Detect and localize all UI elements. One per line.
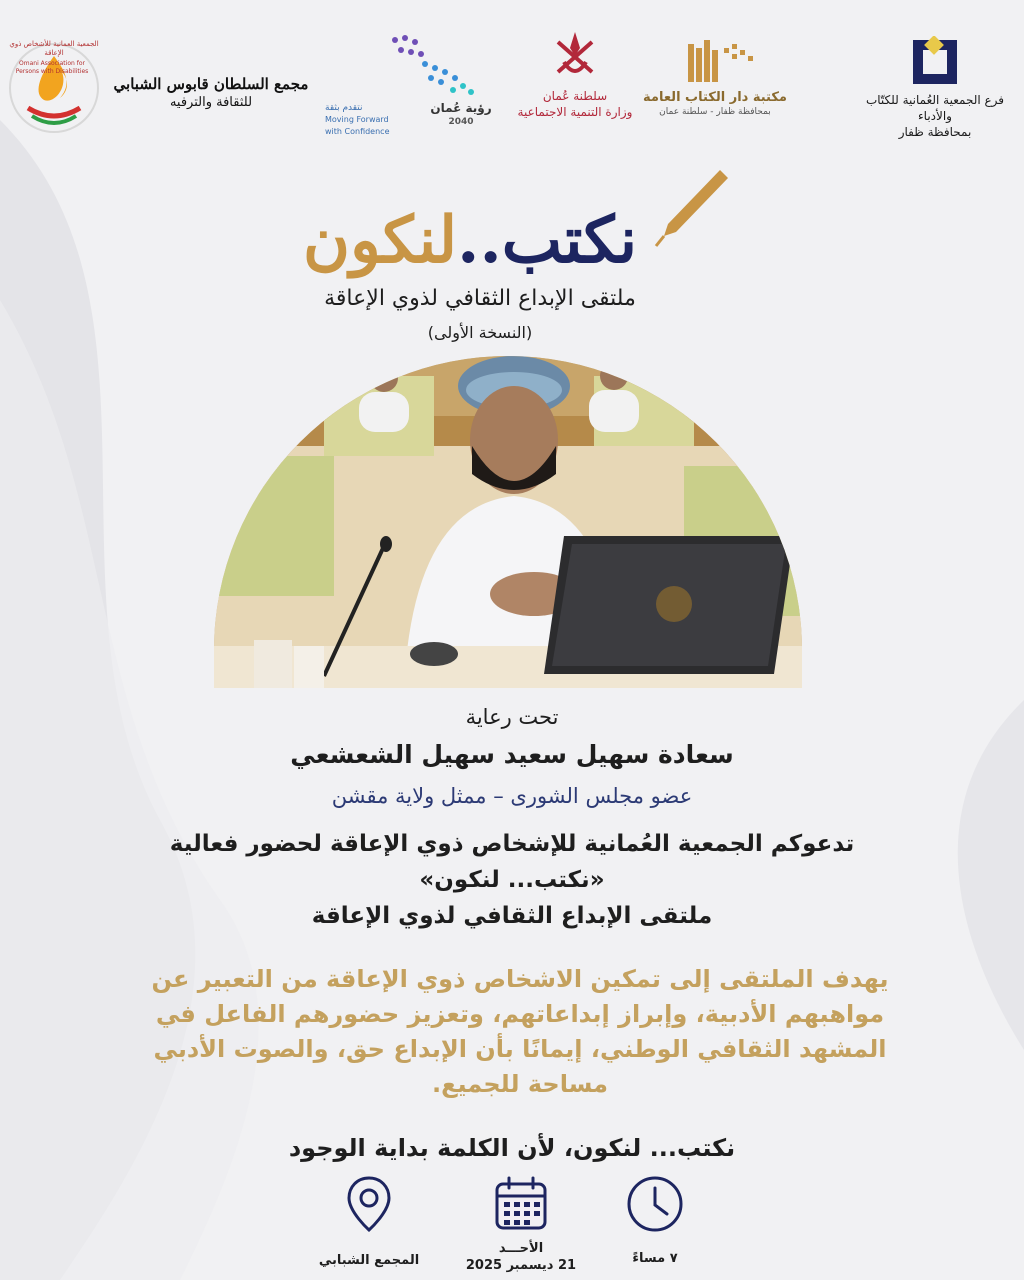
goal-line-1: يهدف الملتقى إلى تمكين الاشخاص ذوي الإعاقة من التعبير عن (151, 965, 889, 993)
vision-slogan-en: Moving Forward with Confidence (325, 115, 390, 136)
partner-logos (0, 28, 1024, 148)
venue-info (294, 1174, 444, 1269)
branch-emblem-icon (909, 36, 961, 88)
invitation-text (60, 826, 964, 934)
event-day: الأحـــد (498, 1241, 544, 1256)
patron-role: عضو مجلس الشورى – ممثل ولاية مقشن (331, 784, 693, 808)
pen-icon (650, 166, 730, 256)
title-part2: لنكون (302, 203, 458, 278)
goal-line-2: مواهبهم الأدبية، وإبراز إبداعاتهم، وتعزيز حضورهم الفاعل في (155, 1000, 885, 1028)
vision-2040-logo (325, 28, 505, 138)
goal-line-3: المشهد الثقافي الوطني، إيمانًا بأن الإبداع حق، والصوت الأدبي (153, 1035, 887, 1063)
goal-line-4: مساحة للجميع. (431, 1070, 608, 1098)
time-info (580, 1174, 730, 1267)
branch-region: بمحافظة ظفار (898, 125, 972, 139)
ministry-country: سلطنة عُمان (542, 89, 608, 103)
location-pin-icon (339, 1174, 399, 1234)
youth-complex-name: مجمع السلطان قابوس الشبابي (113, 75, 309, 93)
branch-name: فرع الجمعية العُمانية للكتّاب والأدباء (865, 93, 1005, 123)
calendar-icon (491, 1174, 551, 1234)
youth-complex-tagline: للثقافة والترفيه (169, 95, 253, 110)
branch-logo (860, 36, 1010, 140)
event-subtitle: ملتقى الإبداع الثقافي لذوي الإعاقة (324, 286, 636, 311)
youth-complex-logo (104, 74, 318, 112)
date-info (446, 1174, 596, 1274)
vision-name: رؤية عُمان (430, 101, 492, 115)
event-title (240, 196, 700, 286)
vision-year: 2040 (448, 117, 474, 127)
association-logo (4, 38, 104, 138)
invite-line-2: «نكتب... لنكون» (419, 867, 605, 893)
event-time: ٧ مساءً (632, 1251, 678, 1266)
edition-label: (النسخة الأولى) (427, 323, 533, 342)
ministry-logo (510, 28, 640, 120)
invite-line-1: تدعوكم الجمعية العُمانية للإشخاص ذوي الإعاقة لحضور فعالية (169, 831, 855, 857)
association-name-en: Omani Association for Persons with Disabilities (15, 60, 89, 75)
title-part1: نكتب.. (457, 203, 638, 278)
ministry-name: وزارة التنمية الاجتماعية (517, 105, 633, 119)
clock-icon (625, 1174, 685, 1234)
oman-emblem-icon (550, 28, 600, 84)
goal-text (80, 962, 960, 1102)
event-date: 21 ديسمبر 2025 (465, 1258, 577, 1273)
vision-slogan-ar: نتقدم بثقة (325, 103, 363, 113)
event-venue: المجمع الشبابي (318, 1253, 420, 1268)
association-name-ar: الجمعية العمانية للأشخاص ذوي الإعاقة (9, 40, 99, 57)
patronage-label: تحت رعاية (465, 705, 559, 729)
library-logo (640, 38, 790, 118)
slogan: نكتب... لنكون، لأن الكلمة بداية الوجود (288, 1134, 736, 1162)
invite-line-3: ملتقى الإبداع الثقافي لذوي الإعاقة (311, 903, 713, 929)
library-location: بمحافظة ظفار - سلطنة عمان (659, 107, 771, 117)
library-name: مكتبة دار الكتاب العامة (643, 90, 787, 105)
vision-dots-icon (375, 28, 485, 108)
patron-name: سعادة سهيل سعيد سهيل الشعشعي (290, 740, 734, 769)
library-books-icon (660, 38, 770, 86)
